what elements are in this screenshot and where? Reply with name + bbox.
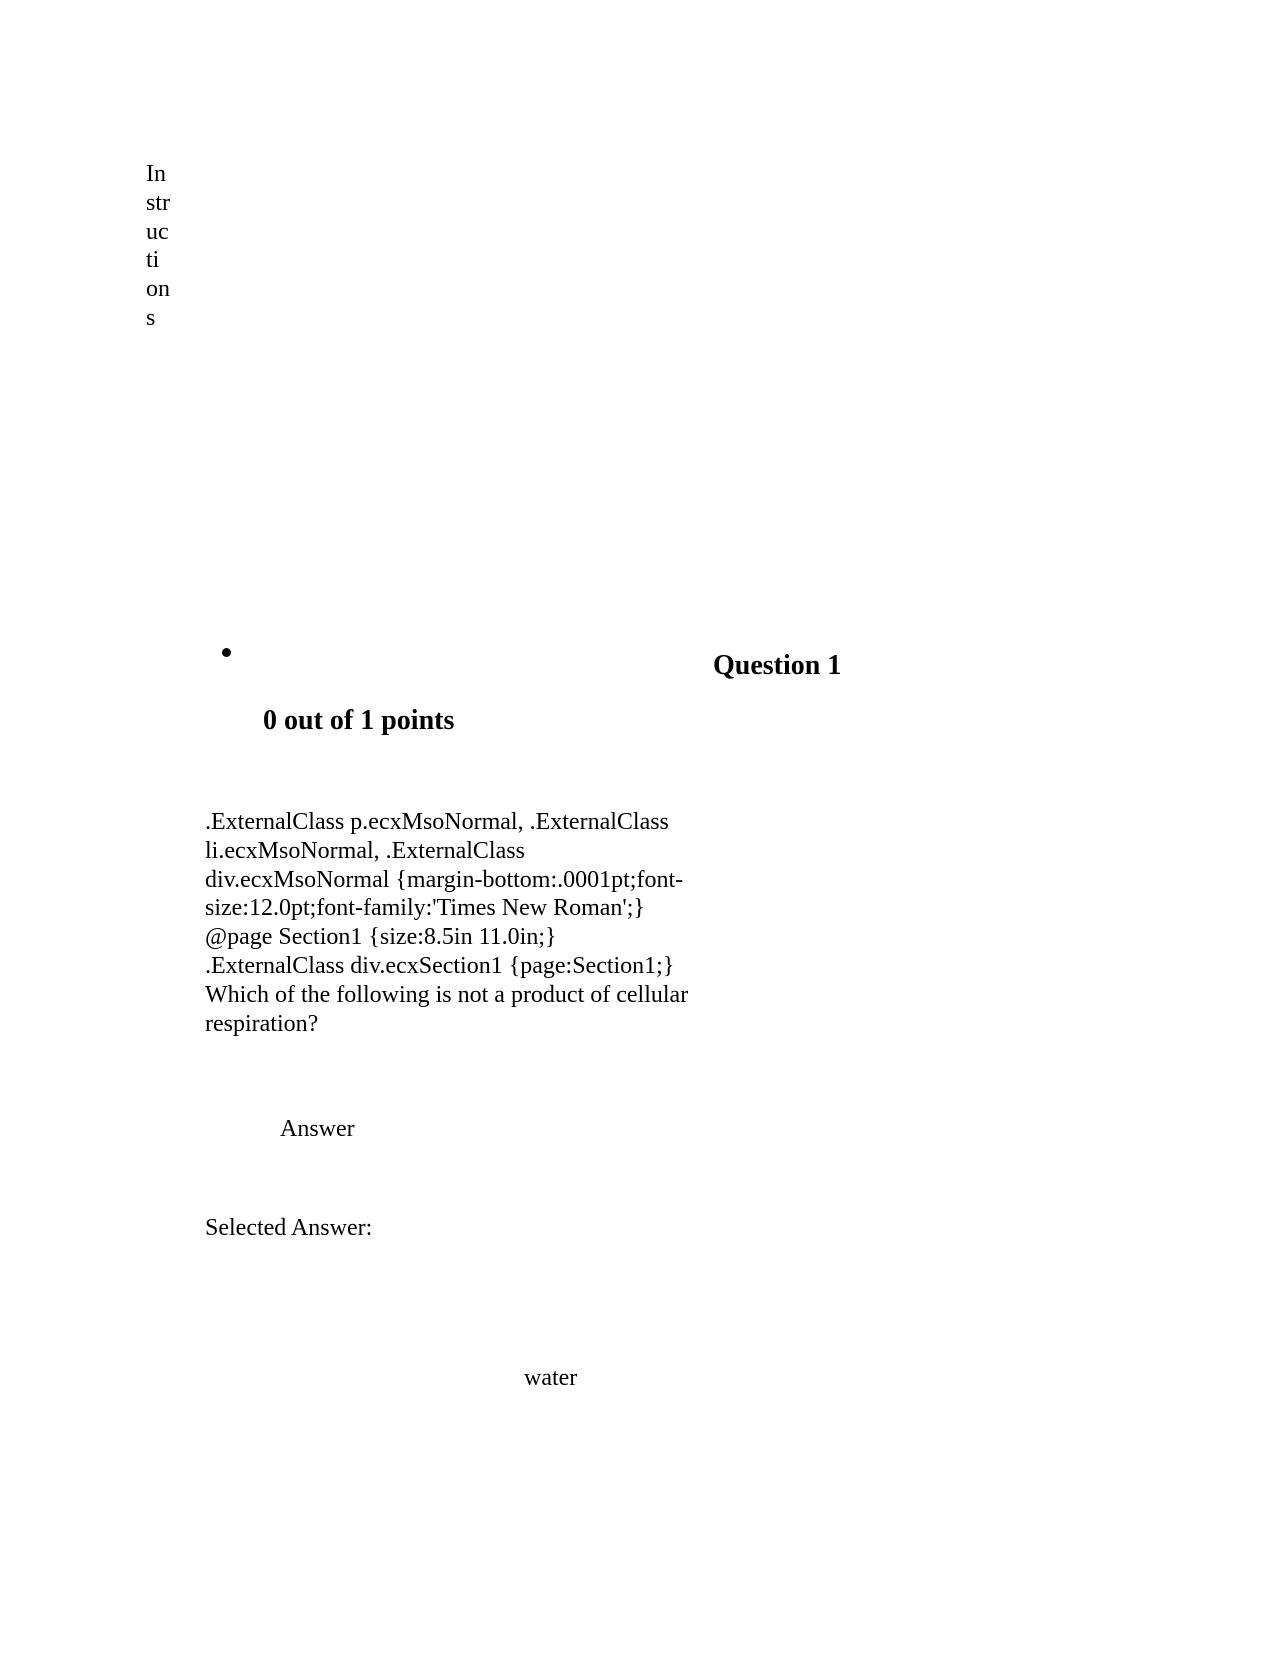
instructions-label: Instructions xyxy=(146,161,170,331)
selected-answer-label: Selected Answer: xyxy=(205,1215,373,1241)
question-text: .ExternalClass p.ecxMsoNormal, .ExternalClass li.ecxMsoNormal, .ExternalClass div.ecxMsoNormal {margin-bottom:.0001pt;font-size:12.0pt;font-family:'Times New Roman';} @page Section1 {size:8.5in 11.0in;} .ExternalClass div.ecxSection1 {page:Section1;} Which of the following is not a product of cellular respiration? xyxy=(205,809,689,1037)
selected-answer-value: water xyxy=(524,1365,578,1391)
question-bullet xyxy=(222,648,231,657)
question-title: Question 1 xyxy=(713,650,842,681)
question-points: 0 out of 1 points xyxy=(263,705,455,736)
answer-label: Answer xyxy=(280,1116,355,1142)
